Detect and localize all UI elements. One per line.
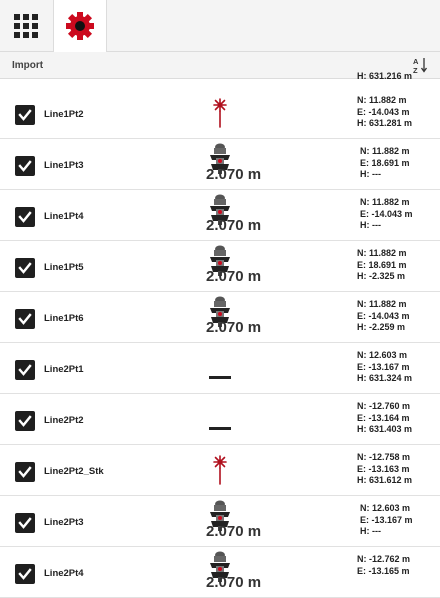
coord-h: H: 631.281 m (357, 118, 413, 128)
list-item[interactable] (0, 496, 440, 547)
coord-h: H: 631.612 m (357, 475, 413, 485)
row-checkbox[interactable] (15, 564, 35, 584)
coord-n: N: 11.882 m (357, 248, 407, 258)
sort-button[interactable] (410, 55, 430, 75)
list-item[interactable] (0, 343, 440, 394)
coordinates (357, 554, 410, 577)
list-item[interactable] (0, 139, 440, 190)
measurement-value: 2.070 m (206, 166, 262, 183)
row-checkbox[interactable] (15, 411, 35, 431)
partial-coordinate: H: 631.216 m (357, 71, 413, 81)
coord-e: E: 18.691 m (357, 259, 407, 270)
svg-text:Z: Z (413, 66, 418, 75)
measurement-value: 2.070 m (206, 523, 262, 540)
coord-n: N: 12.603 m (357, 350, 408, 360)
point-name: Line2Pt4 (44, 568, 84, 579)
point-name: Line1Pt6 (44, 313, 84, 324)
coord-e: E: -14.043 m (360, 208, 413, 219)
coord-e: E: -14.043 m (357, 106, 410, 117)
coord-n: N: 11.882 m (357, 299, 407, 309)
coord-h: H: -2.325 m (357, 271, 406, 281)
coord-n: N: -12.760 m (357, 401, 411, 411)
coord-e: E: -13.165 m (357, 565, 410, 576)
row-checkbox[interactable] (15, 105, 35, 125)
list-item[interactable] (0, 88, 440, 139)
point-name: Line1Pt3 (44, 160, 84, 171)
list-item[interactable] (0, 445, 440, 496)
coordinates (357, 350, 412, 385)
coord-n: N: -12.762 m (357, 554, 411, 564)
point-name: Line2Pt3 (44, 517, 84, 528)
laser-point-icon (212, 98, 228, 133)
coord-e: E: -13.163 m (357, 463, 410, 474)
dash-icon (209, 418, 231, 436)
row-checkbox[interactable] (15, 309, 35, 329)
list-item[interactable] (0, 292, 440, 343)
coord-n: N: 11.882 m (360, 146, 410, 156)
settings-button[interactable] (53, 0, 107, 52)
coordinates (360, 146, 410, 181)
coord-e: E: 18.691 m (360, 157, 410, 168)
list-item[interactable] (0, 241, 440, 292)
coord-n: N: 11.882 m (360, 197, 410, 207)
gear-icon (64, 10, 96, 42)
coordinates (357, 452, 412, 487)
row-checkbox[interactable] (15, 207, 35, 227)
point-list[interactable] (0, 71, 440, 591)
point-name: Line1Pt5 (44, 262, 84, 273)
measurement-value: 2.070 m (206, 268, 262, 285)
row-checkbox[interactable] (15, 156, 35, 176)
measurement-value: 2.070 m (206, 319, 262, 336)
coordinates (357, 299, 410, 334)
coord-e: E: -13.167 m (357, 361, 410, 372)
row-checkbox[interactable] (15, 513, 35, 533)
point-name: Line2Pt2_Stk (44, 466, 104, 477)
coord-h: H: --- (360, 169, 381, 179)
apps-button[interactable] (0, 0, 52, 51)
coord-e: E: -13.167 m (360, 514, 413, 525)
coord-h: H: --- (360, 526, 381, 536)
svg-text:A: A (413, 57, 419, 66)
list-item[interactable] (0, 547, 440, 598)
sort-az-icon (410, 55, 430, 75)
laser-point-icon (212, 455, 228, 490)
point-name: Line2Pt2 (44, 415, 84, 426)
coordinates (360, 503, 413, 538)
coordinates (357, 248, 407, 283)
coord-n: N: -12.758 m (357, 452, 411, 462)
measurement-value: 2.070 m (206, 574, 262, 591)
coord-e: E: -14.043 m (357, 310, 410, 321)
top-toolbar (0, 0, 440, 52)
list-item[interactable] (0, 394, 440, 445)
coord-h: H: --- (360, 220, 381, 230)
dash-icon (209, 367, 231, 385)
coordinates (357, 95, 412, 130)
coord-h: H: 631.324 m (357, 373, 413, 383)
coord-e: E: -13.164 m (357, 412, 410, 423)
list-item[interactable] (0, 190, 440, 241)
coordinates (357, 401, 412, 436)
row-checkbox[interactable] (15, 258, 35, 278)
point-name: Line1Pt2 (44, 109, 84, 120)
coord-n: N: 12.603 m (360, 503, 411, 513)
coord-h: H: 631.403 m (357, 424, 413, 434)
grid-icon (13, 13, 39, 39)
row-checkbox[interactable] (15, 462, 35, 482)
coord-n: N: 11.882 m (357, 95, 407, 105)
point-name: Line2Pt1 (44, 364, 84, 375)
measurement-value: 2.070 m (206, 217, 262, 234)
row-checkbox[interactable] (15, 360, 35, 380)
coordinates (360, 197, 413, 232)
import-label[interactable]: Import (12, 60, 44, 71)
point-name: Line1Pt4 (44, 211, 84, 222)
coord-h: H: -2.259 m (357, 322, 406, 332)
